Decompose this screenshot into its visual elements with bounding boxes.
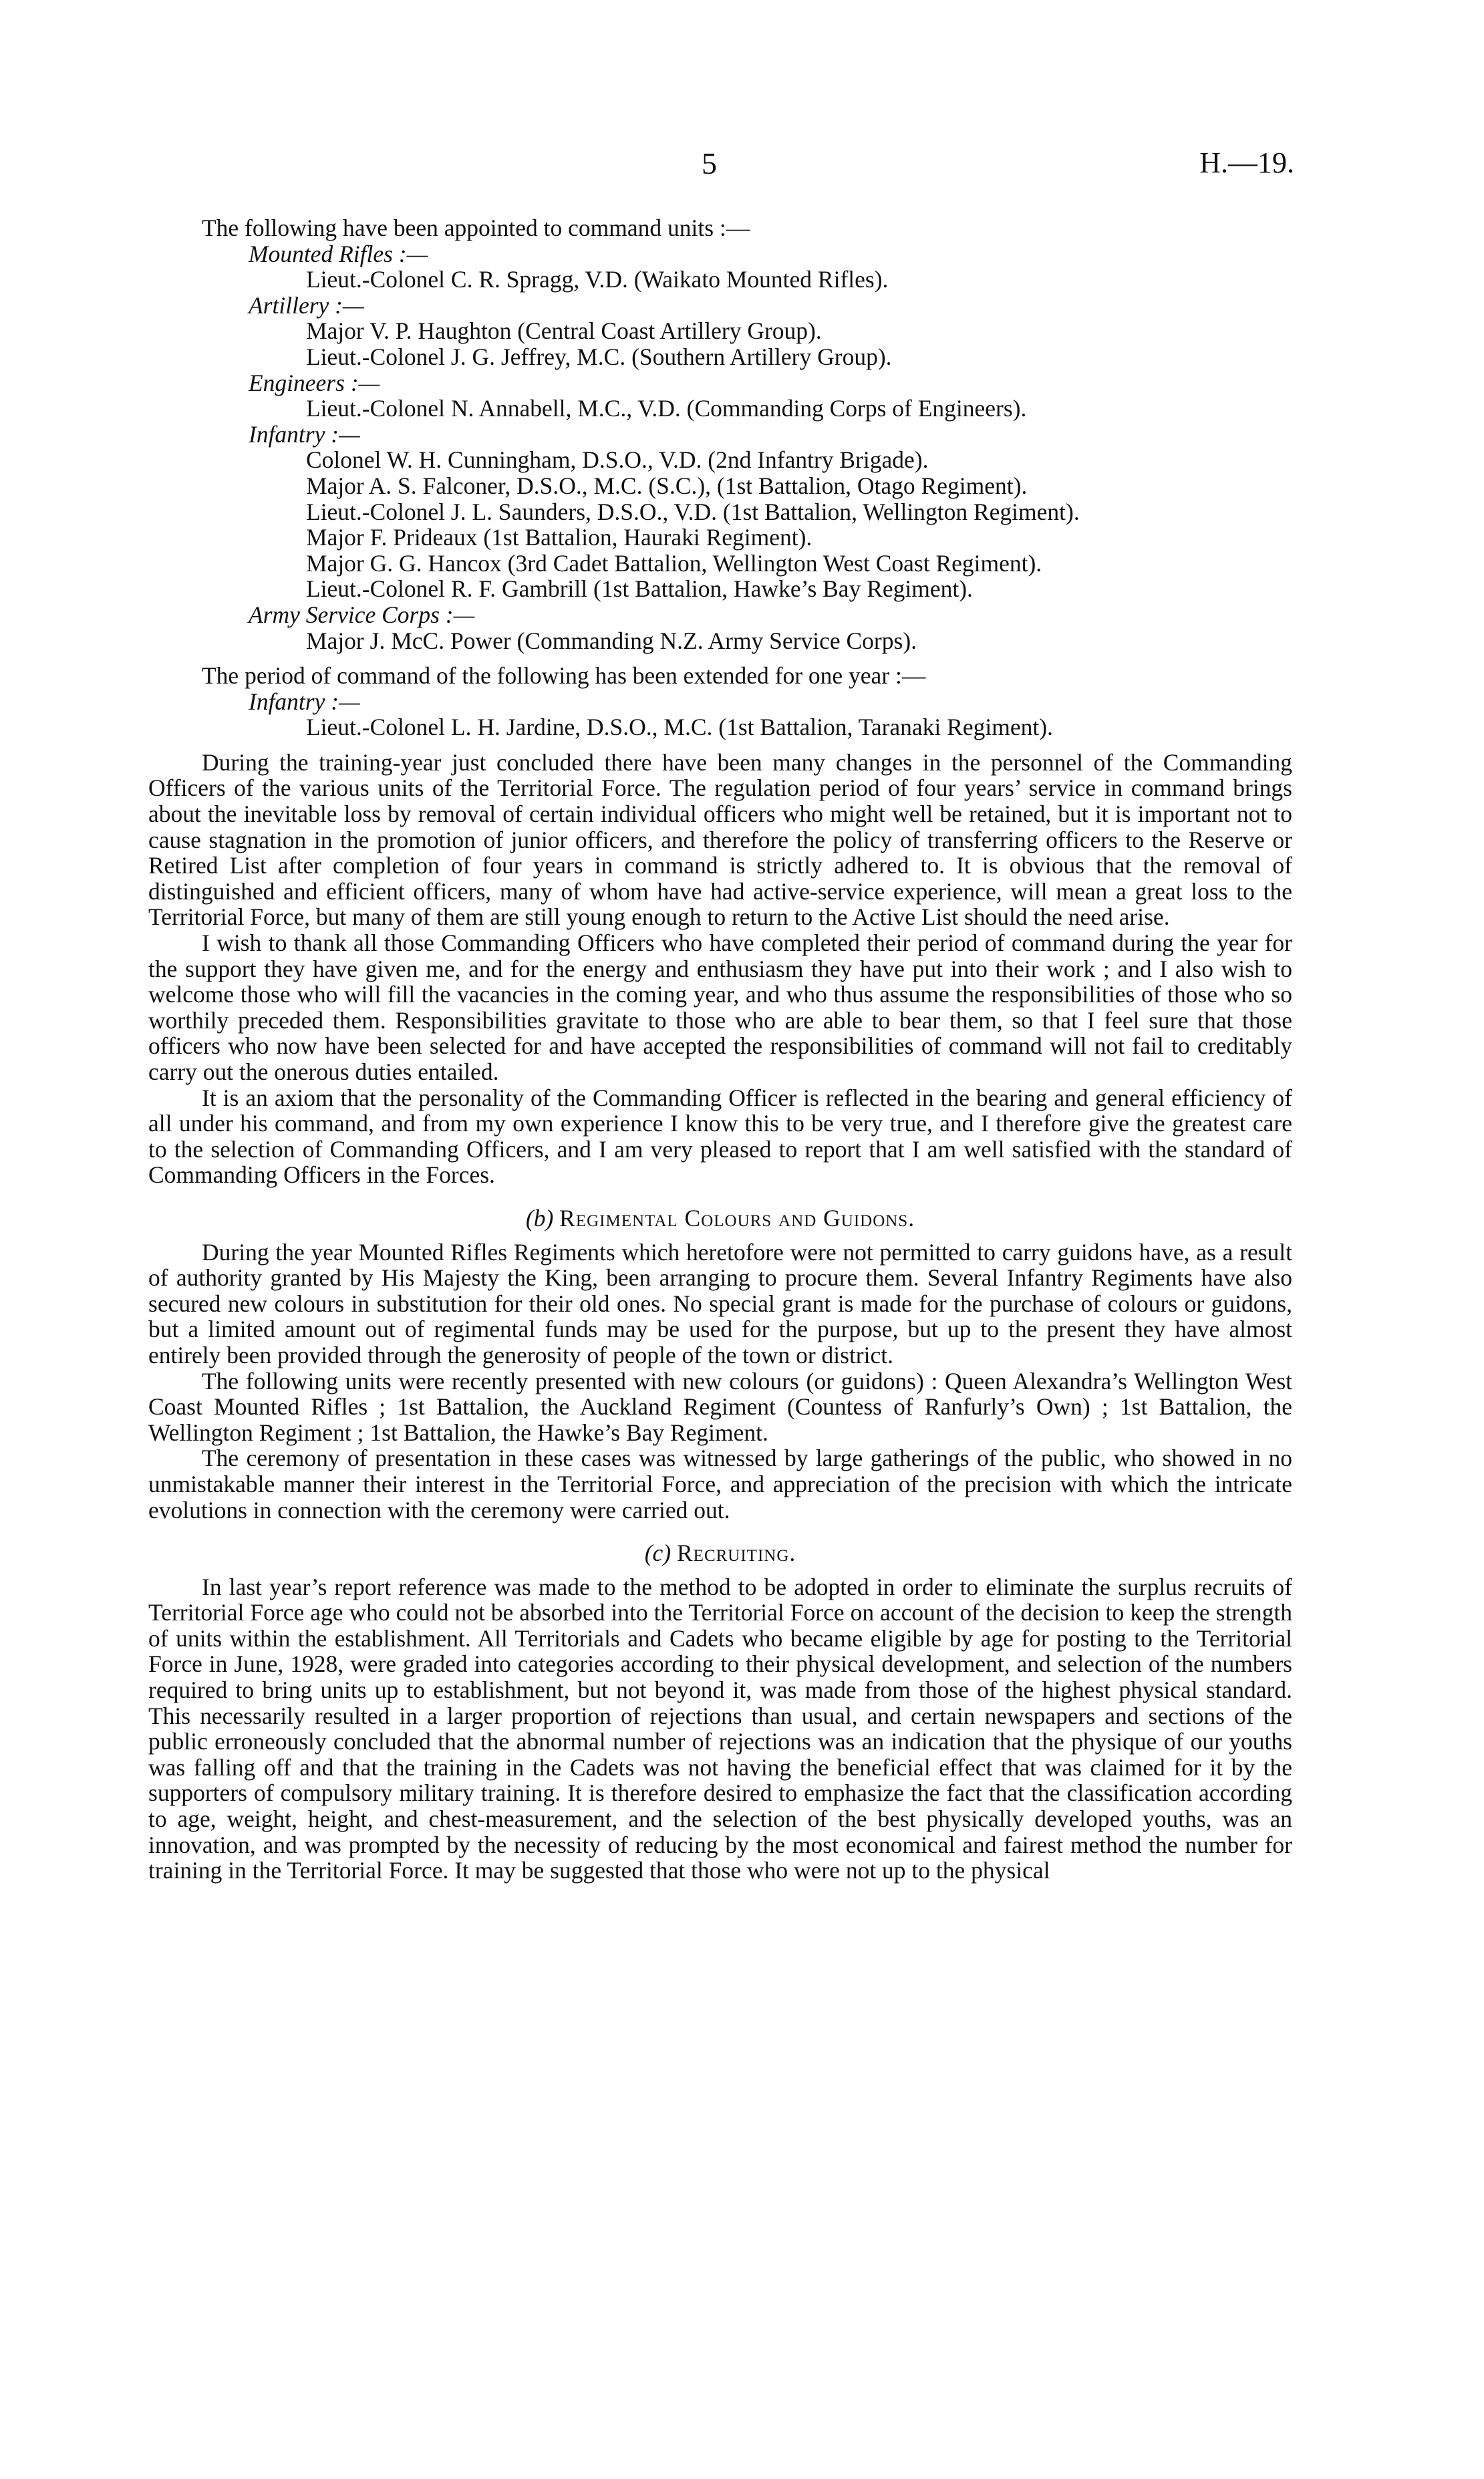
section-heading-recruiting (148, 1540, 1292, 1566)
group-label-artillery: Artillery :— (249, 291, 364, 319)
appointment-entry: Lieut.-Colonel C. R. Spragg, V.D. (Waikato Mounted Rifles). (306, 266, 889, 293)
appointment-entry: Major A. S. Falconer, D.S.O., M.C. (S.C.), (1st Battalion, Otago Regiment). (306, 472, 1028, 499)
extension-intro: The period of command of the following has been extended for one year :— (202, 662, 926, 690)
group-label-infantry: Infantry :— (249, 420, 360, 448)
paragraph: The ceremony of presentation in these cases was witnessed by large gatherings of the public, who showed in no unmistakable manner their interest in the Territorial Force, and appreciation of the precision with which the intricate evolutions in connection with the ceremony were carried out. (148, 1445, 1292, 1523)
appointment-entry: Lieut.-Colonel J. L. Saunders, D.S.O., V.D. (1st Battalion, Wellington Regiment). (306, 498, 1080, 525)
group-label-infantry-extension: Infantry :— (249, 688, 360, 715)
group-label-army-service-corps: Army Service Corps :— (249, 601, 475, 628)
paragraph: I wish to thank all those Commanding Officers who have completed their period of command during the year for the support they have given me, and for the energy and enthusiasm they have put into their work ; and I also wish to welcome those who will fill the vacancies in the coming year, and who thus assume the responsibilities of those who so worthily preceded them. Responsibilities gravitate to those who are able to bear them, so that I feel sure that those officers who now have been selected for and have accepted the responsibilities of command will not fail to creditably carry out the onerous duties entailed. (148, 929, 1292, 1085)
group-label-engineers: Engineers :— (249, 369, 380, 396)
section-title: Recruiting. (677, 1540, 796, 1567)
appointment-entry: Colonel W. H. Cunningham, D.S.O., V.D. (2nd Infantry Brigade). (306, 446, 929, 474)
appointment-entry: Lieut.-Colonel R. F. Gambrill (1st Battalion, Hawke’s Bay Regiment). (306, 575, 973, 603)
appointment-entry: Major G. G. Hancox (3rd Cadet Battalion, Wellington West Coast Regiment). (306, 549, 1042, 577)
paragraph: It is an axiom that the personality of the Commanding Officer is reflected in the bearing and general efficiency of all under his command, and from my own experience I know this to be very true, and I therefore give the greatest care to the selection of Commanding Officers, and I am very pleased to report that I am well satisfied with the standard of Commanding Officers in the Forces. (148, 1084, 1292, 1189)
appointment-entry: Major F. Prideaux (1st Battalion, Hauraki Regiment). (306, 524, 812, 551)
page-number: 5 (702, 146, 717, 180)
body-text (148, 215, 1292, 1884)
paragraph: During the training-year just concluded there have been many changes in the personnel of the Commanding Officers of the various units of the Territorial Force. The regulation period of four years’ service in command brings about the inevitable loss by removal of certain individual officers who might well be retained, but it is important not to cause stagnation in the promotion of junior officers, and therefore the policy of transferring officers to the Reserve or Retired List after completion of four years in command is strictly adhered to. It is obvious that the removal of distinguished and efficient officers, many of whom have had active-service experience, will mean a great loss to the Territorial Force, but many of them are still young enough to return to the Active List should the need arise. (148, 748, 1292, 931)
appointments-list (148, 241, 1292, 654)
appointment-entry: Lieut.-Colonel J. G. Jeffrey, M.C. (Southern Artillery Group). (306, 343, 892, 370)
appointment-entry: Major J. McC. Power (Commanding N.Z. Army Service Corps). (306, 627, 917, 654)
section-title: Regimental Colours and Guidons. (559, 1204, 915, 1231)
paragraph: In last year’s report reference was made to the method to be adopted in order to eliminate the surplus recruits of Territorial Force age who could not be absorbed into the Territorial Force on account of the decision to keep the strength of units within the establishment. All Territorials and Cadets who became eligible by age for posting to the Territorial Force in June, 1928, were graded into categories according to their physical development, and selection of the numbers required to bring units up to establishment, but not beyond it, was made from those of the highest physical standard. This necessarily resulted in a larger proportion of rejections than usual, and certain newspapers and sections of the public erroneously concluded that the abnormal number of rejections was an indication that the physique of our youths was falling off and that the training in the Cadets was not having the beneficial effect that was claimed for it by the supporters of compulsory military training. It is therefore desired to emphasize the fact that the classification according to age, weight, height, and chest-measurement, and the selection of the best physically developed youths, was an innovation, and was prompted by the necessity of reducing by the most economical and fairest method the number for training in the Territorial Force. It may be suggested that those who were not up to the physical (148, 1573, 1292, 1884)
appointment-entry: Lieut.-Colonel N. Annabell, M.C., V.D. (Commanding Corps of Engineers). (306, 395, 1027, 422)
group-label-mounted-rifles: Mounted Rifles :— (249, 240, 428, 267)
paragraph: During the year Mounted Rifles Regiments which heretofore were not permitted to carry guidons have, as a result of authority granted by His Majesty the King, been arranging to procure them. Several Infantry Regiments have also secured new colours in substitution for their old ones. No special grant is made for the purchase of colours or guidons, but a limited amount out of regimental funds may be used for the purpose, but up to the present they have almost entirely been provided through the generosity of people of the town or district. (148, 1238, 1292, 1368)
appointments-intro: The following have been appointed to command units :— (202, 214, 750, 241)
appointment-entry: Major V. P. Haughton (Central Coast Artillery Group). (306, 317, 822, 345)
extension-entry: Lieut.-Colonel L. H. Jardine, D.S.O., M.C. (1st Battalion, Taranaki Regiment). (306, 714, 1053, 741)
document-reference: H.—19. (1199, 146, 1294, 179)
section-letter: (c) (644, 1540, 672, 1567)
section-heading-colours (148, 1205, 1292, 1231)
section-letter: (b) (525, 1204, 554, 1231)
paragraph: The following units were recently presented with new colours (or guidons) : Queen Alexandra’s Wellington West Coast Mounted Rifles ; 1st Battalion, the Auckland Regiment (Countess of Ranfurly’s Own) ; 1st Battalion, the Wellington Regiment ; 1st Battalion, the Hawke’s Bay Regiment. (148, 1367, 1292, 1446)
